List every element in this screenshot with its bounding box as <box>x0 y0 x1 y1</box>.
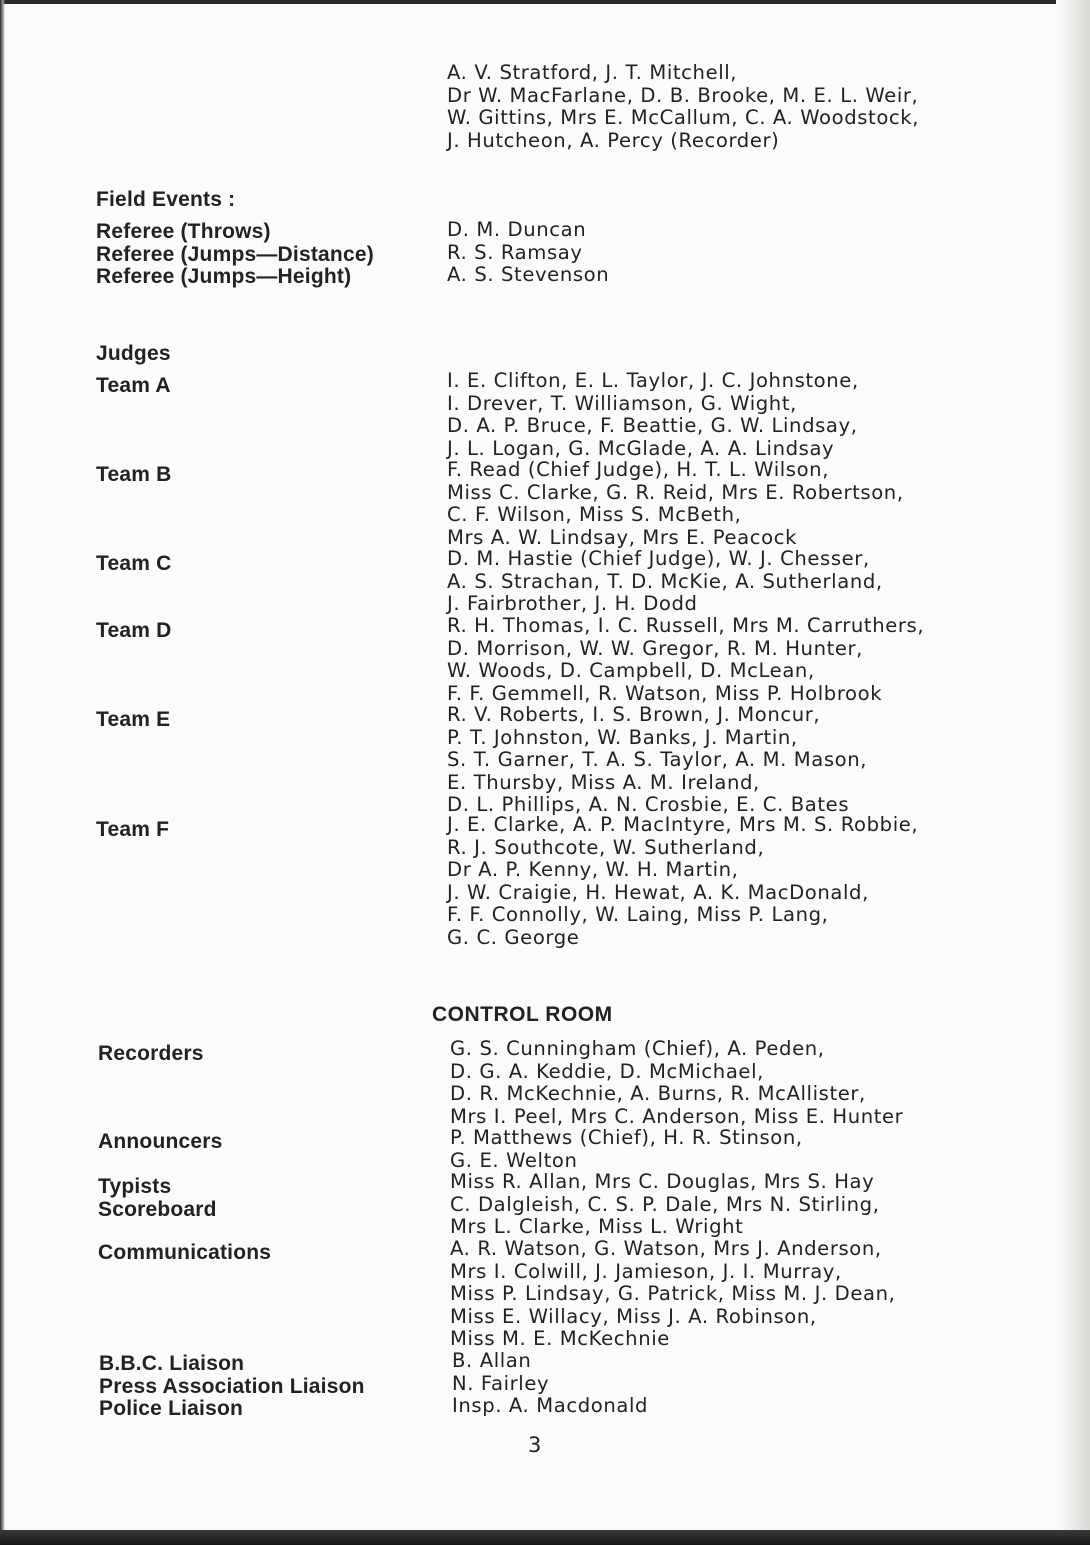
typists-names: Miss R. Allan, Mrs C. Douglas, Mrs S. Hay <box>450 1170 875 1193</box>
referee-name: D. M. Duncan <box>447 218 587 241</box>
name-line: F. F. Gemmell, R. Watson, Miss P. Holbrook <box>447 681 883 705</box>
communications-names <box>450 1238 895 1351</box>
referee-names-block <box>447 219 609 287</box>
name-line: J. W. Craigie, H. Hewat, A. K. MacDonald, <box>447 880 869 904</box>
name-line: G. S. Cunningham (Chief), A. Peden, <box>450 1037 825 1060</box>
page-edge-right <box>1056 0 1090 1545</box>
communications-label: Communications <box>98 1241 272 1264</box>
name-line: S. T. Garner, T. A. S. Taylor, A. M. Mason, <box>447 748 868 772</box>
team-a-names <box>447 370 859 460</box>
name-line: P. Matthews (Chief), H. R. Stinson, <box>450 1126 803 1149</box>
team-f-label: Team F <box>96 818 170 841</box>
name-line: R. J. Southcote, W. Sutherland, <box>447 835 765 859</box>
team-a-label: Team A <box>96 374 171 397</box>
liaison-labels <box>99 1353 365 1421</box>
name-line: D. M. Hastie (Chief Judge), W. J. Chesser, <box>447 547 870 570</box>
announcers-label: Announcers <box>98 1130 223 1153</box>
typists-scoreboard-names <box>450 1171 880 1239</box>
page-number: 3 <box>528 1433 542 1457</box>
team-e-names <box>447 704 867 817</box>
team-e-label: Team E <box>96 708 171 731</box>
recorders-names <box>450 1038 903 1128</box>
name-line: Miss E. Willacy, Miss J. A. Robinson, <box>450 1304 817 1328</box>
name-line: Miss M. E. McKechnie <box>450 1327 670 1351</box>
name-line: Mrs A. W. Lindsay, Mrs E. Peacock <box>447 525 798 549</box>
name-line: D. R. McKechnie, A. Burns, R. McAllister, <box>450 1082 866 1106</box>
name-line: Miss C. Clarke, G. R. Reid, Mrs E. Robertson, <box>447 480 904 504</box>
page-edge-top <box>0 0 1090 4</box>
name-line: Mrs I. Colwill, J. Jamieson, J. I. Murray, <box>450 1259 842 1283</box>
name-line: J. L. Logan, G. McGlade, A. A. Lindsay <box>447 436 835 460</box>
name-line: C. F. Wilson, Miss S. McBeth, <box>447 503 742 527</box>
police-liaison-label: Police Liaison <box>99 1397 244 1420</box>
name-line: W. Gittins, Mrs E. McCallum, C. A. Woodstock, <box>447 106 920 130</box>
name-line: R. H. Thomas, I. C. Russell, Mrs M. Carruthers, <box>447 614 925 637</box>
name-line: D. A. P. Bruce, F. Beattie, G. W. Lindsay, <box>447 414 858 438</box>
name-line: G. C. George <box>447 925 580 949</box>
typists-label: Typists <box>98 1175 172 1198</box>
referee-role: Referee (Throws) <box>96 220 271 243</box>
page-edge-left <box>0 0 5 1545</box>
recorders-label: Recorders <box>98 1042 204 1065</box>
name-line: P. T. Johnston, W. Banks, J. Martin, <box>447 725 798 749</box>
field-events-heading: Field Events : <box>96 188 236 211</box>
name-line: F. Read (Chief Judge), H. T. L. Wilson, <box>447 458 830 481</box>
name-line: R. V. Roberts, I. S. Brown, J. Moncur, <box>447 703 821 726</box>
scoreboard-label: Scoreboard <box>98 1197 217 1221</box>
typists-scoreboard-labels <box>98 1176 217 1221</box>
referee-name: A. S. Stevenson <box>447 263 610 287</box>
team-f-names <box>447 814 918 950</box>
name-line: G. E. Welton <box>450 1148 578 1172</box>
name-line: E. Thursby, Miss A. M. Ireland, <box>447 770 760 794</box>
announcers-names <box>450 1127 803 1172</box>
press-liaison-name: N. Fairley <box>452 1371 550 1395</box>
name-line: F. F. Connolly, W. Laing, Miss P. Lang, <box>447 903 829 927</box>
name-line: A. R. Watson, G. Watson, Mrs J. Anderson, <box>450 1237 882 1260</box>
name-line: J. Hutcheon, A. Percy (Recorder) <box>447 128 780 152</box>
name-line: C. Dalgleish, C. S. P. Dale, Mrs N. Stirling, <box>450 1192 880 1216</box>
name-line: Dr A. P. Kenny, W. H. Martin, <box>447 858 739 882</box>
name-line: A. V. Stratford, J. T. Mitchell, <box>447 61 738 84</box>
bbc-liaison-name: B. Allan <box>452 1349 532 1372</box>
referee-roles-block <box>96 221 374 289</box>
top-names-block <box>447 62 919 152</box>
liaison-names <box>452 1350 648 1418</box>
bbc-liaison-label: B.B.C. Liaison <box>99 1352 245 1375</box>
name-line: D. L. Phillips, A. N. Crosbie, E. C. Bates <box>447 793 850 817</box>
name-line: Mrs L. Clarke, Miss L. Wright <box>450 1215 744 1239</box>
control-room-heading: CONTROL ROOM <box>432 1003 613 1026</box>
police-liaison-name: Insp. A. Macdonald <box>452 1394 649 1418</box>
name-line: Dr W. MacFarlane, D. B. Brooke, M. E. L. Weir, <box>447 83 919 107</box>
team-d-names <box>447 615 924 705</box>
name-line: D. Morrison, W. W. Gregor, R. M. Hunter, <box>447 636 864 660</box>
name-line: Mrs I. Peel, Mrs C. Anderson, Miss E. Hunter <box>450 1104 904 1128</box>
team-c-names <box>447 548 883 616</box>
name-line: D. G. A. Keddie, D. McMichael, <box>450 1059 764 1083</box>
press-liaison-label: Press Association Liaison <box>99 1374 365 1398</box>
name-line: I. E. Clifton, E. L. Taylor, J. C. Johnstone, <box>447 369 859 392</box>
name-line: I. Drever, T. Williamson, G. Wight, <box>447 391 797 415</box>
team-c-label: Team C <box>96 552 172 575</box>
page-edge-bottom <box>0 1530 1090 1545</box>
team-d-label: Team D <box>96 619 172 642</box>
name-line: A. S. Strachan, T. D. McKie, A. Sutherland, <box>447 569 883 593</box>
referee-role: Referee (Jumps—Height) <box>96 265 352 288</box>
name-line: W. Woods, D. Campbell, D. McLean, <box>447 659 815 683</box>
judges-heading: Judges <box>96 342 171 365</box>
referee-role: Referee (Jumps—Distance) <box>96 242 374 266</box>
name-line: J. Fairbrother, J. H. Dodd <box>447 592 698 616</box>
name-line: Miss P. Lindsay, G. Patrick, Miss M. J. Dean, <box>450 1282 896 1306</box>
team-b-label: Team B <box>96 463 172 486</box>
referee-name: R. S. Ramsay <box>447 240 583 264</box>
name-line: J. E. Clarke, A. P. MacIntyre, Mrs M. S. Robbie, <box>447 813 919 836</box>
team-b-names <box>447 459 904 549</box>
